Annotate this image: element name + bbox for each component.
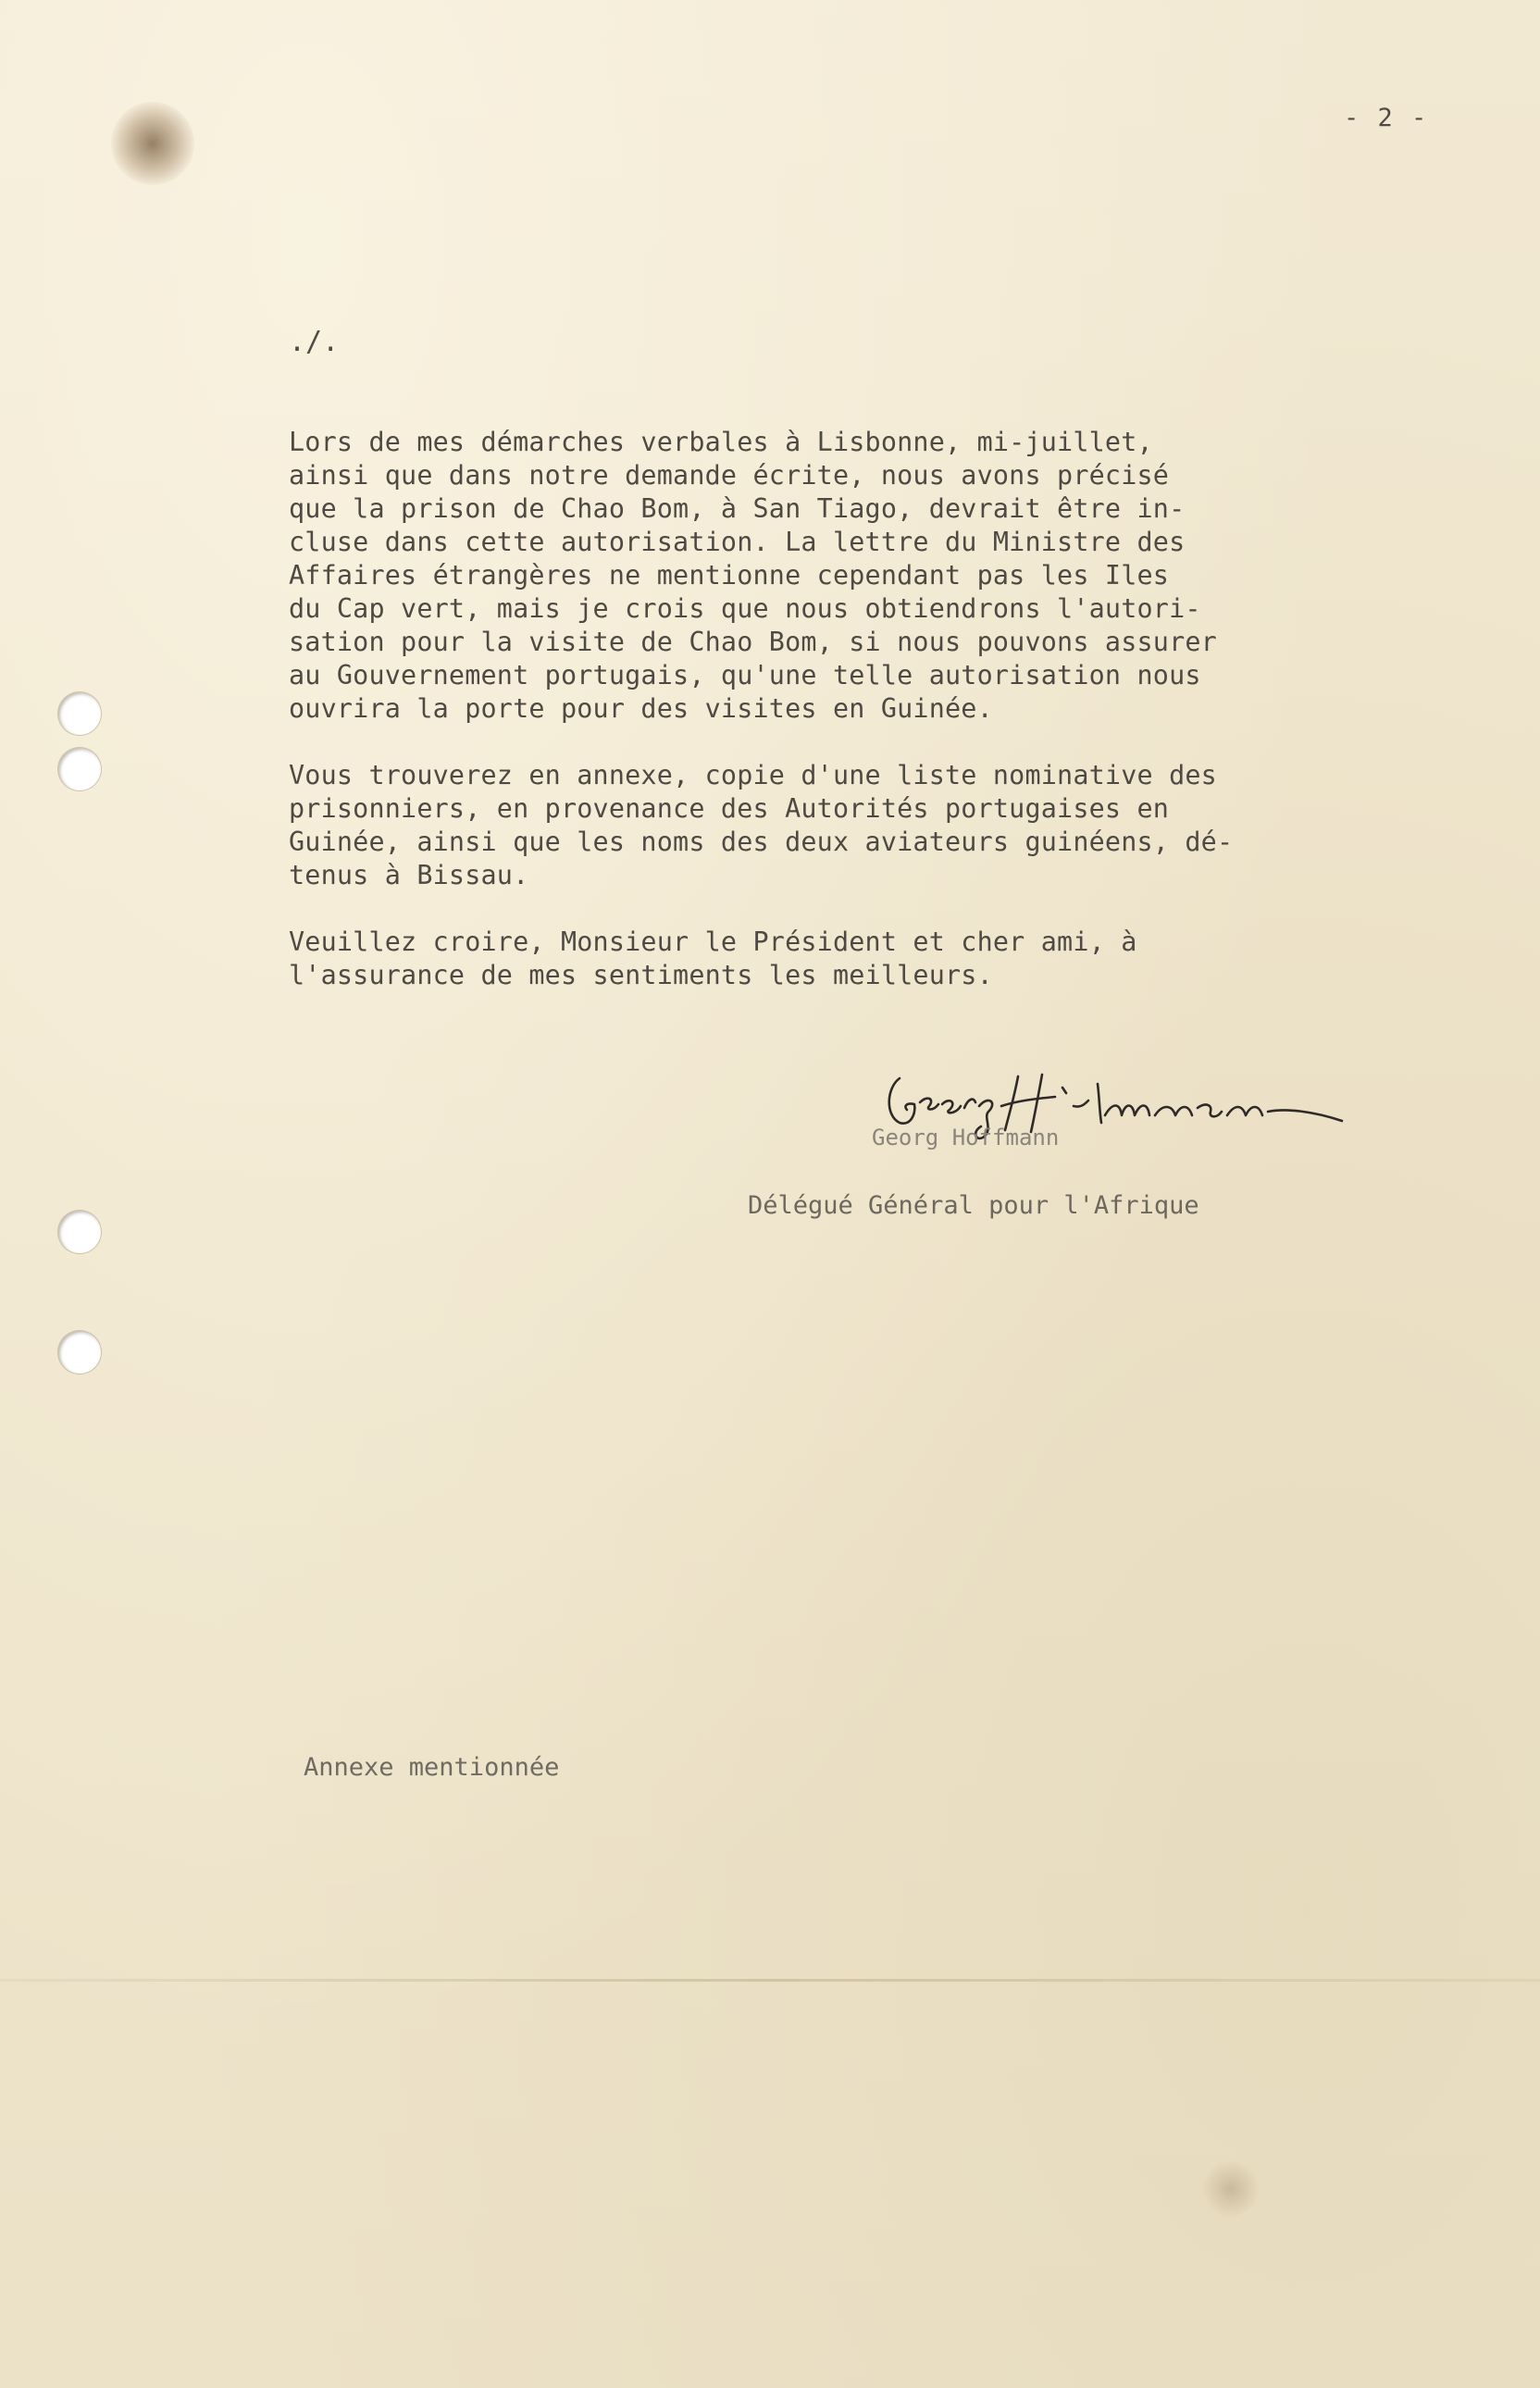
- continuation-mark: ./.: [289, 326, 340, 358]
- text-line: l'assurance de mes sentiments les meilleurs.: [289, 960, 993, 990]
- page-number: - 2 -: [1344, 104, 1429, 132]
- paragraph-closing: [289, 926, 1381, 992]
- text-line: Veuillez croire, Monsieur le Président et cher ami, à: [289, 927, 1137, 957]
- text-line: Guinée, ainsi que les noms des deux aviateurs guinéens, dé-: [289, 827, 1234, 857]
- text-line: Vous trouverez en annexe, copie d'une liste nominative des: [289, 760, 1217, 790]
- text-line: ouvrira la porte pour des visites en Guinée.: [289, 693, 993, 724]
- text-line: tenus à Bissau.: [289, 860, 529, 890]
- text-line: Lors de mes démarches verbales à Lisbonne, mi-juillet,: [289, 427, 1153, 457]
- text-line: prisonniers, en provenance des Autorités portugaises en: [289, 793, 1170, 824]
- paragraph-lisbon-visit: [289, 426, 1381, 726]
- text-line: ainsi que dans notre demande écrite, nous avons précisé: [289, 460, 1170, 491]
- signer-name: Georg Hoffmann: [872, 1125, 1060, 1150]
- ink-stain: [1203, 2161, 1259, 2217]
- annex-note: Annexe mentionnée: [304, 1753, 560, 1782]
- punch-hole: [58, 748, 101, 790]
- letter-body: [289, 426, 1381, 1026]
- ink-stain: [111, 102, 194, 185]
- signer-title: Délégué Général pour l'Afrique: [748, 1191, 1199, 1220]
- text-line: du Cap vert, mais je crois que nous obtiendrons l'autori-: [289, 593, 1201, 624]
- paragraph-annex-list: [289, 759, 1381, 892]
- punch-hole: [58, 692, 101, 735]
- paper-fold-line: [0, 1979, 1540, 1982]
- text-line: Affaires étrangères ne mentionne cependant pas les Iles: [289, 560, 1170, 591]
- text-line: sation pour la visite de Chao Bom, si nous pouvons assurer: [289, 627, 1217, 657]
- text-line: au Gouvernement portugais, qu'une telle autorisation nous: [289, 660, 1201, 690]
- text-line: que la prison de Chao Bom, à San Tiago, devrait être in-: [289, 493, 1186, 524]
- punch-hole: [58, 1331, 101, 1374]
- text-line: cluse dans cette autorisation. La lettre du Ministre des: [289, 527, 1186, 557]
- punch-hole: [58, 1211, 101, 1253]
